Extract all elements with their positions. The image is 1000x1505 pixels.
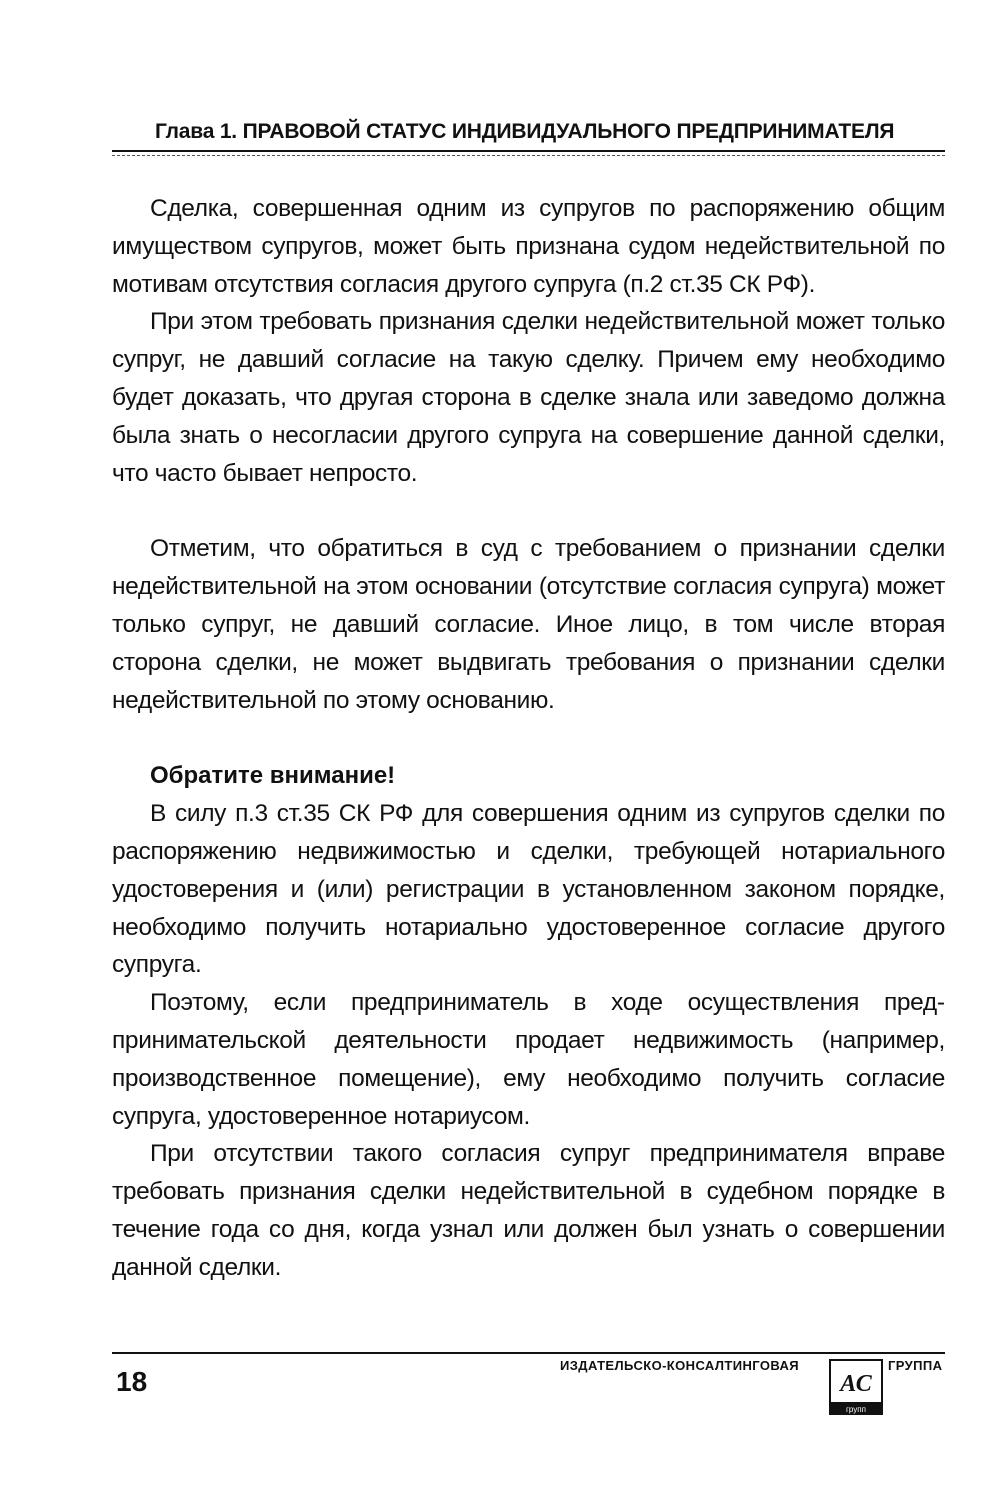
- paragraph: Отметим, что обратиться в суд с требованием о признании сделки недействительной на этом основании (отсутствие согласия супруга) может только супруг, не давший согласие. Иное лицо, в том числе вторая сторона сделки, не может выдвигать требования о признании сделки недействительной по этому основанию.: [112, 535, 945, 714]
- body-text: [112, 190, 945, 1287]
- publisher-group: ГРУППА: [888, 1358, 943, 1373]
- header-rule-secondary: [112, 155, 945, 156]
- logo-text: АС: [840, 1371, 872, 1397]
- publisher-logo: [828, 1358, 884, 1416]
- page-number: 18: [116, 1366, 148, 1397]
- notice-heading: Обратите внимание!: [150, 762, 396, 790]
- paragraph: Поэтому, если предприниматель в ходе осуществления предпринимательской деятельности продает недвижимость (например, производственное помещение), ему необходимо получить согласие супруга, удостоверенное нотариусом.: [112, 989, 945, 1130]
- running-head: Глава 1. ПРАВОВОЙ СТАТУС ИНДИВИДУАЛЬНОГО ПРЕДПРИНИМАТЕЛЯ: [155, 120, 895, 143]
- header-rule: [112, 150, 945, 152]
- paragraph: В силу п.3 ст.35 СК РФ для совершения одним из супругов сделки по распоряжению недвижимостью и сделки, требующей нотариального удостоверения и (или) регистрации в установленном законом порядке, необходимо получить нотариально удостоверенное согласие другого супруга.: [112, 800, 945, 979]
- logo-caption: групп: [846, 1405, 866, 1414]
- paragraph: При отсутствии такого согласия супруг предпринимателя вправе требовать признания сделки недействительной в судебном порядке в течение года со дня, когда узнал или должен был узнать о совершении данной сделки.: [112, 1140, 945, 1281]
- footer-rule: [112, 1352, 945, 1354]
- paragraph: Сделка, совершенная одним из супругов по распоряжению общим имуществом супругов, может быть признана судом недействительной по мотивам отсутствия согласия другого супруга (п.2 ст.35 СК РФ).: [112, 195, 945, 298]
- paragraph: При этом требовать признания сделки недействительной может только супруг, не давший согласие на такую сделку. Причем ему необходимо будет доказать, что другая сторона в сделке знала или заведомо должна была знать о несогласии другого супруга на совершение данной сделки, что часто бывает непросто.: [112, 308, 945, 487]
- publisher-name: ИЗДАТЕЛЬСКО-КОНСАЛТИНГОВАЯ: [560, 1358, 800, 1373]
